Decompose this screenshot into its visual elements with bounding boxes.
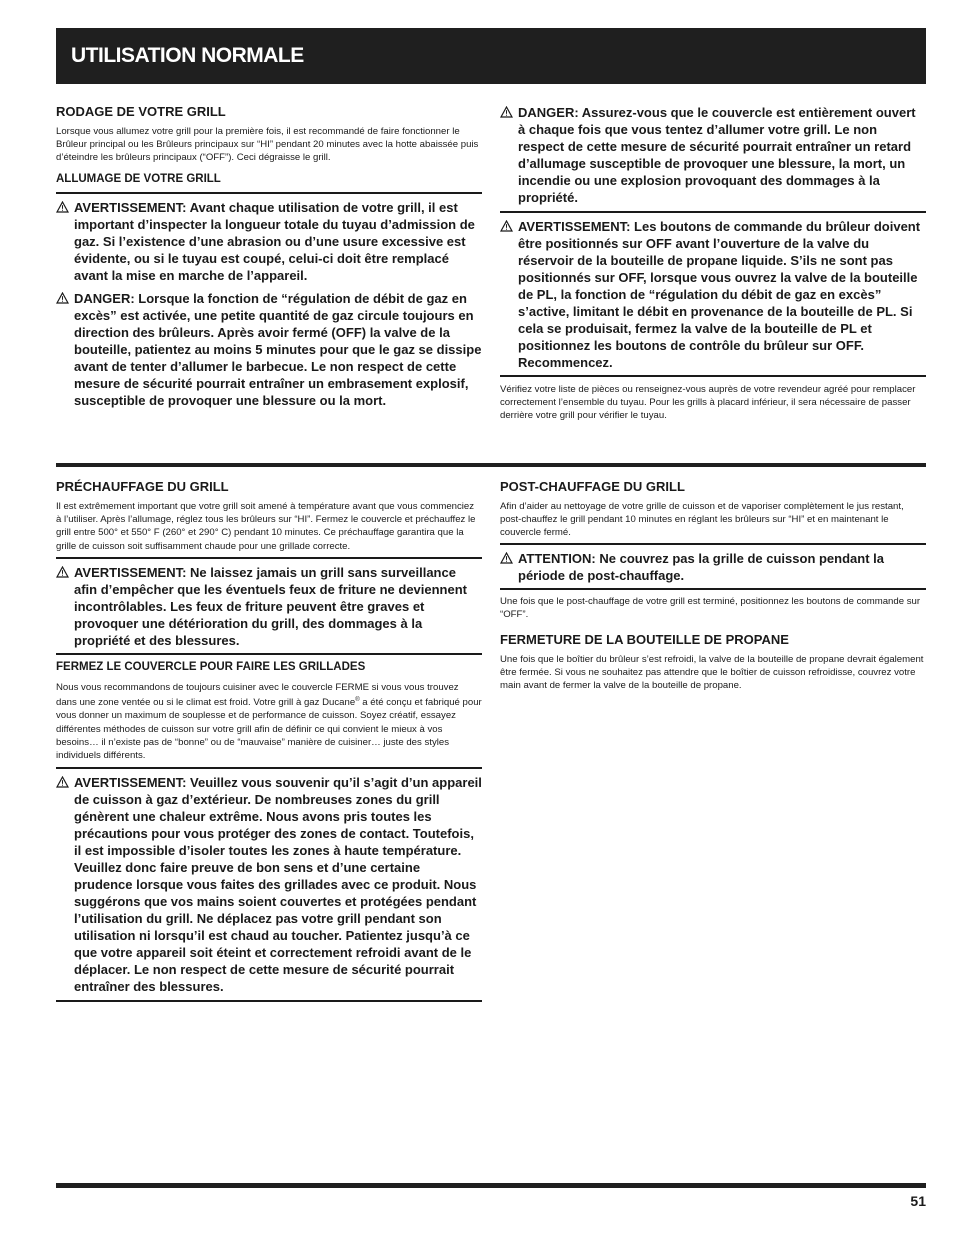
warning-block [56,564,482,649]
warning-triangle-icon [56,774,74,791]
divider [56,767,482,769]
divider [56,653,482,655]
warning-triangle-icon [500,104,518,121]
warning-block [56,774,482,995]
warning-text: AVERTISSEMENT: Veuillez vous souvenir qu’il s’agit d’un appareil de cuisson à gaz d’extérieur. De nombreuses zones du grill génèrent une chaleur extrême. Nous avons pris toutes les précautions pour vous protéger des zones de contact. Toutefois, il est impossible d’isoler toutes les zones à haute température. Veuillez donc faire preuve de bon sens et d’une certaine prudence lorsque vous faites des grillades avec ce produit. Nous suggérons que vos mains soient couvertes et protégées pendant l’utilisation du grill. Ne déplacez pas votre grill pendant son utilisation ni lorsqu’il est chaud au toucher. Patientez jusqu’à ce que votre appareil soit éteint et correctement refroidi avant de le déplacer. Le non respect de cette mesure de sécurité pourrait entraîner des blessures. [74,775,482,995]
paragraph-couvercle [56,681,482,762]
registered-mark: ® [355,697,360,704]
warning-block [500,218,926,371]
warning-block [56,199,482,284]
paragraph-couvercle-part-b: a été conçu et fabriqué pour vous donner un maximum de souplesse et de performance de cuisson. Soyez créatif, essayez différentes méthodes de cuisson sur votre grill afin de définir ce qui convient le mieux à vos besoins… il n’existe pas de “bonne” ou de “mauvaise” manière de cuisiner… juste des styles individuels différents. [56,697,482,762]
danger-text: DANGER: Assurez-vous que le couvercle est entièrement ouvert à chaque fois que vous tentez d’allumer votre grill. Le non respect de cette mesure de sécurité pourrait entraîner un retard d’allumage susceptible de provoquer une blessure, la mort, un incendie ou une explosion provoquant des dommages à la propriété. [518,105,916,205]
left-top-column [56,104,482,409]
right-bottom-column [500,479,926,693]
paragraph-bouteille: Une fois que le boîtier du brûleur s’est refroidi, la valve de la bouteille de propane devrait également être fermée. Si vous ne souhaitez pas attendre que le boîtier de cuisson refroidisse, couvrez votre main avant de fermer la valve de la bouteille de propane. [500,654,924,692]
warning-text: AVERTISSEMENT: Avant chaque utilisation de votre grill, il est important d’inspecter la longueur totale du tuyau d’admission de gaz. Si l’existence d’une abrasion ou d’une usure excessive est évidente, ou si le tuyau est coupé, celui-ci doit être remplacé avant la mise en marche de l’appareil. [74,199,475,283]
divider [500,375,926,377]
paragraph-post-chauffage: Afin d’aider au nettoyage de votre grille de cuisson et de vaporiser complètement le jus restant, post-chauffez le grill pendant 10 minutes en réglant les brûleurs sur “HI” et en maintenant le couvercle fermé. [500,501,904,539]
divider [500,211,926,213]
header-bar [56,28,926,84]
page-number: 51 [910,1193,926,1209]
warning-triangle-icon [500,218,518,235]
section-heading-post-chauffage: POST-CHAUFFAGE DU GRILL [500,479,685,494]
section-heading-bouteille: FERMETURE DE LA BOUTEILLE DE PROPANE [500,632,789,648]
divider [56,557,482,559]
warning-triangle-icon [56,564,74,581]
attention-text: ATTENTION: Ne couvrez pas la grille de cuisson pendant la période de post-chauffage. [518,550,884,583]
section-heading-allumage: ALLUMAGE DE VOTRE GRILL [56,172,221,185]
warning-triangle-icon [56,199,74,216]
attention-block [500,550,926,584]
right-top-column [500,104,926,423]
divider [500,543,926,545]
paragraph-couvercle-part-a: Nous vous recommandons de toujours cuisiner avec le couvercle FERME si vous vous trouvez dans une zone ventée ou si le climat est froid. Votre grill à gaz Ducane [56,681,459,709]
danger-text: DANGER: Lorsque la fonction de “régulation de débit de gaz en excès” est activée, une petite quantité de gaz circule toujours en direction des brûleurs. Après avoir fermé (OFF) la valve de la bouteille, patientez au moins 5 minutes pour que le gaz se dissipe avant de tenter d’allumer le barbecue. Le non respect de cette mesure de sécurité pourrait entraîner un embrasement explosif, susceptible de provoquer une blessure ou la mort. [74,290,482,408]
note-paragraph: Vérifiez votre liste de pièces ou renseignez-vous auprès de votre revendeur agréé pour remplacer correctement l’ensemble du tuyau. Pour les grills à placard inférieur, il sera nécessaire de passer derrière votre grill pour vérifier le tuyau. [500,384,916,422]
danger-block [500,104,926,206]
section-divider [56,463,926,467]
footer-divider [56,1183,926,1188]
divider [56,192,482,194]
danger-block [56,290,482,409]
section-heading-couvercle: FERMEZ LE COUVERCLE POUR FAIRE LES GRILLADES [56,660,366,673]
section-heading-prechauffage: PRÉCHAUFFAGE DU GRILL [56,479,229,494]
left-bottom-column [56,479,482,1002]
section-heading-rodage: RODAGE DE VOTRE GRILL [56,104,226,119]
divider [500,588,926,590]
divider [56,1000,482,1002]
warning-text: AVERTISSEMENT: Ne laissez jamais un grill sans surveillance afin d’empêcher que les éventuels feux de friture ne deviennent incontrôlables. Les feux de friture peuvent être graves et provoquer une détérioration du grill, des dommages à la propriété et des blessures. [74,564,468,648]
paragraph-rodage: Lorsque vous allumez votre grill pour la première fois, il est recommandé de faire fonctionner le Brûleur principal ou les Brûleurs principaux sur “HI” pendant 20 minutes avec la hotte abaissée puis d’éteindre les brûleurs principaux (“OFF”). Ceci dégraisse le grill. [56,126,479,164]
warning-triangle-icon [56,290,74,307]
paragraph-prechauffage: Il est extrêmement important que votre grill soit amené à température avant que vous commenciez à l’utiliser. Après l’allumage, réglez tous les brûleurs sur “HI”. Fermez le couvercle et préchauffez le grill entre 500° et 550° F (260° et 290° C) pendant 10 minutes. Ce préchauffage garantira que la grille de cuisson soit suffisamment chaude pour une grillade correcte. [56,501,476,552]
warning-triangle-icon [500,550,518,567]
warning-text: AVERTISSEMENT: Les boutons de commande du brûleur doivent être positionnés sur OFF avant l’ouverture de la valve du réservoir de la bouteille de propane liquide. S’ils ne sont pas positionnés sur OFF, lorsque vous ouvrez la valve de la bouteille de PL, la fonction de “régulation du débit de gaz en excès” s’active, limitant le débit en provenance de la bouteille de PL. Si cela se produisait, fermez la valve de la bouteille de PL et positionnez les boutons de contrôle du brûleur sur OFF. Recommencez. [518,219,921,370]
page-title: UTILISATION NORMALE [71,44,304,67]
paragraph-post-after: Une fois que le post-chauffage de votre grill est terminé, positionnez les boutons de commande sur “OFF”. [500,595,921,620]
